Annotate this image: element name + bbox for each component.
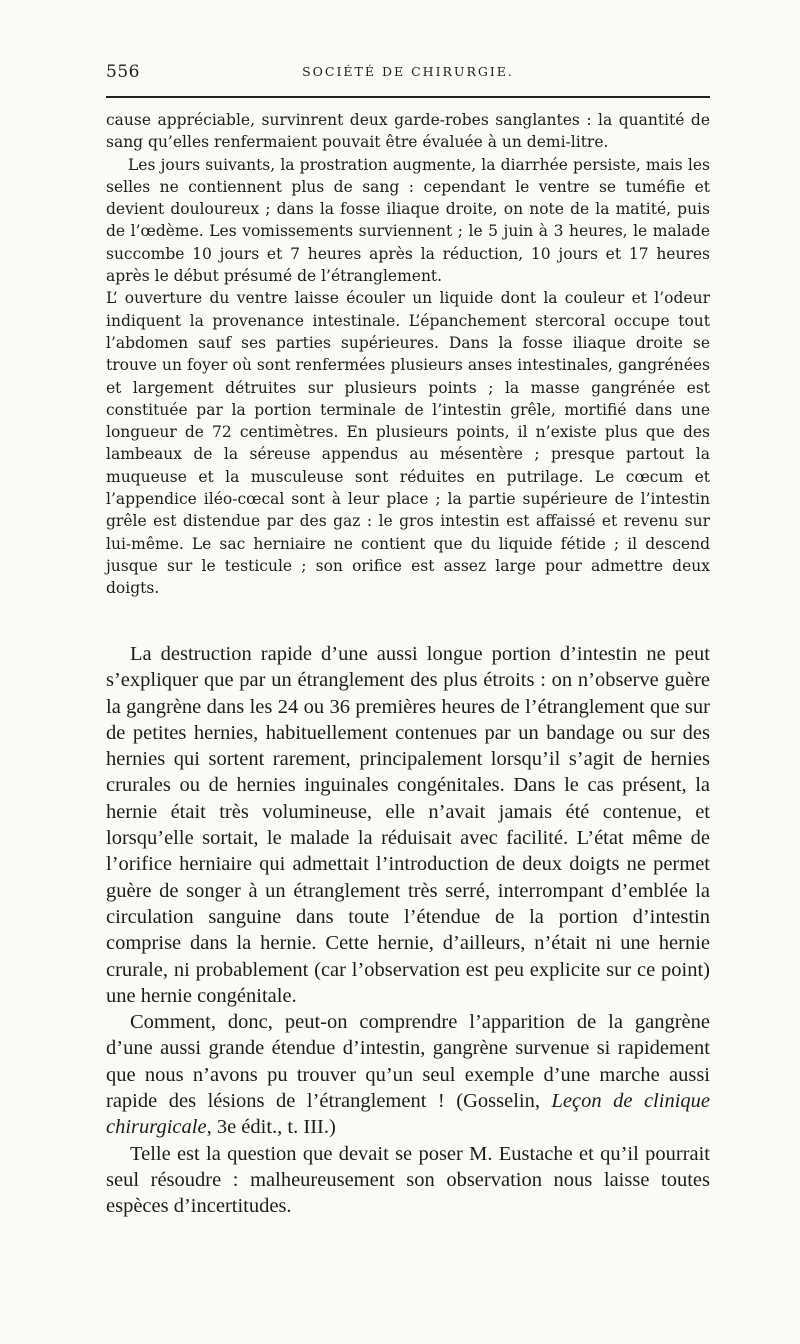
paragraph-text: Comment, donc, peut-on comprendre l’apparition de la gangrène d’une aussi grande étendue d’intestin, gangrène survenue si rapidement que nous n’avons pu trouver qu’un seul exemple d’une marche aussi rapide des lésions de l’étranglement ! (Gosselin, [106, 1011, 710, 1113]
citation-title: Leçon de clinique chirurgicale [106, 1090, 710, 1139]
observation-paragraph: cause appréciable, survinrent deux garde-robes sanglantes : la quantité de sang qu’elles renfermaient pouvait être évaluée à un demi-litre. [106, 111, 710, 152]
citation-edition: , 3e édit., t. III.) [206, 1116, 336, 1139]
discussion-paragraph: Telle est la question que devait se poser M. Eustache et qu’il pourrait seul résoudre : malheureusement son observation nous laisse toutes espèces d’incertitudes. [106, 1142, 710, 1218]
observation-text [106, 109, 710, 600]
page-number: 556 [106, 62, 140, 82]
discussion-paragraph: La destruction rapide d’une aussi longue portion d’intestin ne peut s’expliquer que par un étranglement des plus étroits : on n’observe guère la gangrène dans les 24 ou 36 premières heures de l’étranglement que sur de petites hernies, habituellement contenues par un bandage ou sur des hernies qui sortent rarement, principalement lorsqu’il s’agit de hernies crurales ou de hernies inguinales congénitales. Dans le cas présent, la hernie était très volumineuse, elle n’avait jamais été contenue, et lorsqu’elle sortait, le malade la réduisait avec facilité. L’état même de l’orifice herniaire qui admettait l’introduction de deux doigts ne permet guère de songer à un étranglement très serré, interrompant d’emblée la circulation sanguine dans toute l’étendue de la portion d’intestin comprise dans la hernie. Cette hernie, d’ailleurs, n’était ni une hernie crurale, ni probablement (car l’observation est peu explicite sur ce point) une hernie congénitale. [106, 643, 710, 1007]
page-header [106, 62, 710, 86]
header-rule [106, 96, 710, 98]
discussion-text [106, 641, 710, 1220]
observation-paragraph: L’ ouverture du ventre laisse écouler un liquide dont la couleur et l’odeur indiquent la provenance intestinale. L’épanchement stercoral occupe tout l’abdomen sauf ses parties supérieures. Dans la fosse iliaque droite se trouve un foyer où sont renfermées plusieurs anses intestinales, gangrénées et largement détruites sur plusieurs points ; la masse gangrénée est constituée par la portion terminale de l’intestin grêle, mortifié dans une longueur de 72 centimètres. En plusieurs points, il n’existe plus que des lambeaux de la séreuse appendus au mésentère ; presque partout la muqueuse et la musculeuse sont réduites en putrilage. Le cœcum et l’appendice iléo-cœcal sont à leur place ; la partie supérieure de l’intestin grêle est distendue par des gaz : le gros intestin est affaissé et revenu sur lui-même. Le sac herniaire ne contient que du liquide fétide ; il descend jusque sur le testicule ; son orifice est assez large pour admettre deux doigts. [106, 289, 710, 598]
observation-paragraph: Les jours suivants, la prostration augmente, la diarrhée persiste, mais les selles ne contiennent plus de sang : cependant le ventre se tuméfie et devient douloureux ; dans la fosse iliaque droite, on note de la matité, puis de l’œdème. Les vomissements surviennent ; le 5 juin à 3 heures, le malade succombe 10 jours et 7 heures après la réduction, 10 jours et 17 heures après le début présumé de l’étranglement. [106, 155, 710, 286]
running-title: SOCIÉTÉ DE CHIRURGIE. [302, 64, 514, 79]
discussion-paragraph [106, 1009, 710, 1140]
